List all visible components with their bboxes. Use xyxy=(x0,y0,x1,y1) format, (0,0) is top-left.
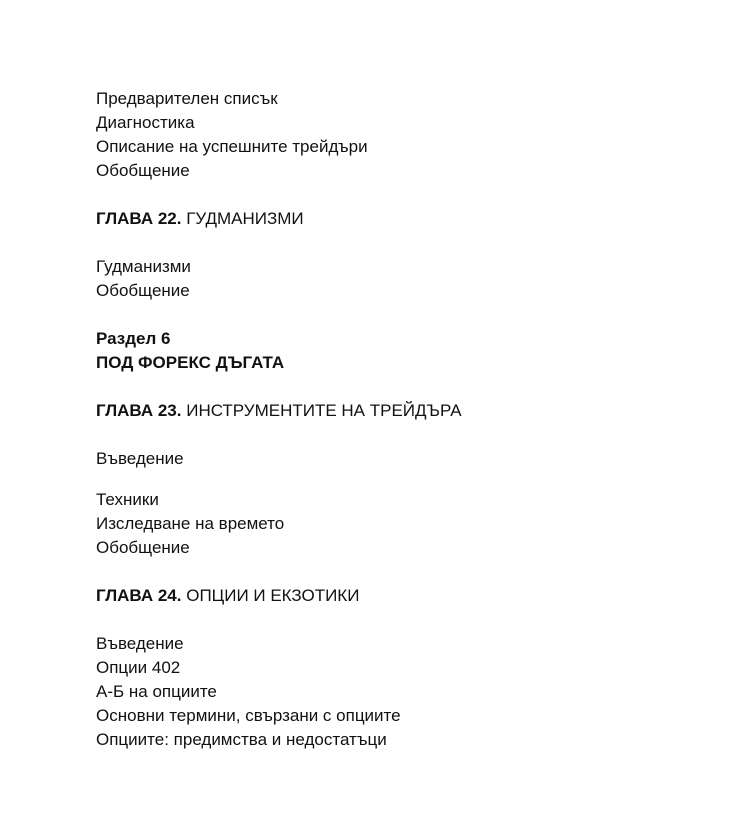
toc-entry: А-Б на опциите xyxy=(96,682,217,701)
toc-entry: Описание на успешните трейдъри xyxy=(96,137,368,156)
part-6-title: ПОД ФОРЕКС ДЪГАТА xyxy=(96,353,285,372)
toc-entry: Обобщение xyxy=(96,281,190,300)
chapter-title: ОПЦИИ И ЕКЗОТИКИ xyxy=(186,586,360,605)
chapter-label: ГЛАВА 24. xyxy=(96,586,182,605)
toc-entry: Въведение xyxy=(96,449,184,468)
chapter-24-heading xyxy=(96,584,359,608)
toc-entry: Диагностика xyxy=(96,113,195,132)
toc-entry: Обобщение xyxy=(96,161,190,180)
toc-entry: Гудманизми xyxy=(96,257,191,276)
chapter-label: ГЛАВА 22. xyxy=(96,209,182,228)
toc-entry: Опции 402 xyxy=(96,658,181,677)
toc-entry: Основни термини, свързани с опциите xyxy=(96,706,401,725)
toc-entry: Въведение xyxy=(96,634,184,653)
toc-entry: Изследване на времето xyxy=(96,514,285,533)
chapter-23-heading xyxy=(96,399,462,423)
chapter-title: ИНСТРУМЕНТИТЕ НА ТРЕЙДЪРА xyxy=(186,401,462,420)
chapter-label: ГЛАВА 23. xyxy=(96,401,182,420)
toc-entry: Обобщение xyxy=(96,538,190,557)
chapter-title: ГУДМАНИЗМИ xyxy=(186,209,304,228)
chapter-22-heading xyxy=(96,207,304,231)
toc-entry: Техники xyxy=(96,490,159,509)
toc-entry: Предварителен списък xyxy=(96,89,278,108)
part-6-label: Раздел 6 xyxy=(96,329,171,348)
toc-entry: Опциите: предимства и недостатъци xyxy=(96,730,387,749)
